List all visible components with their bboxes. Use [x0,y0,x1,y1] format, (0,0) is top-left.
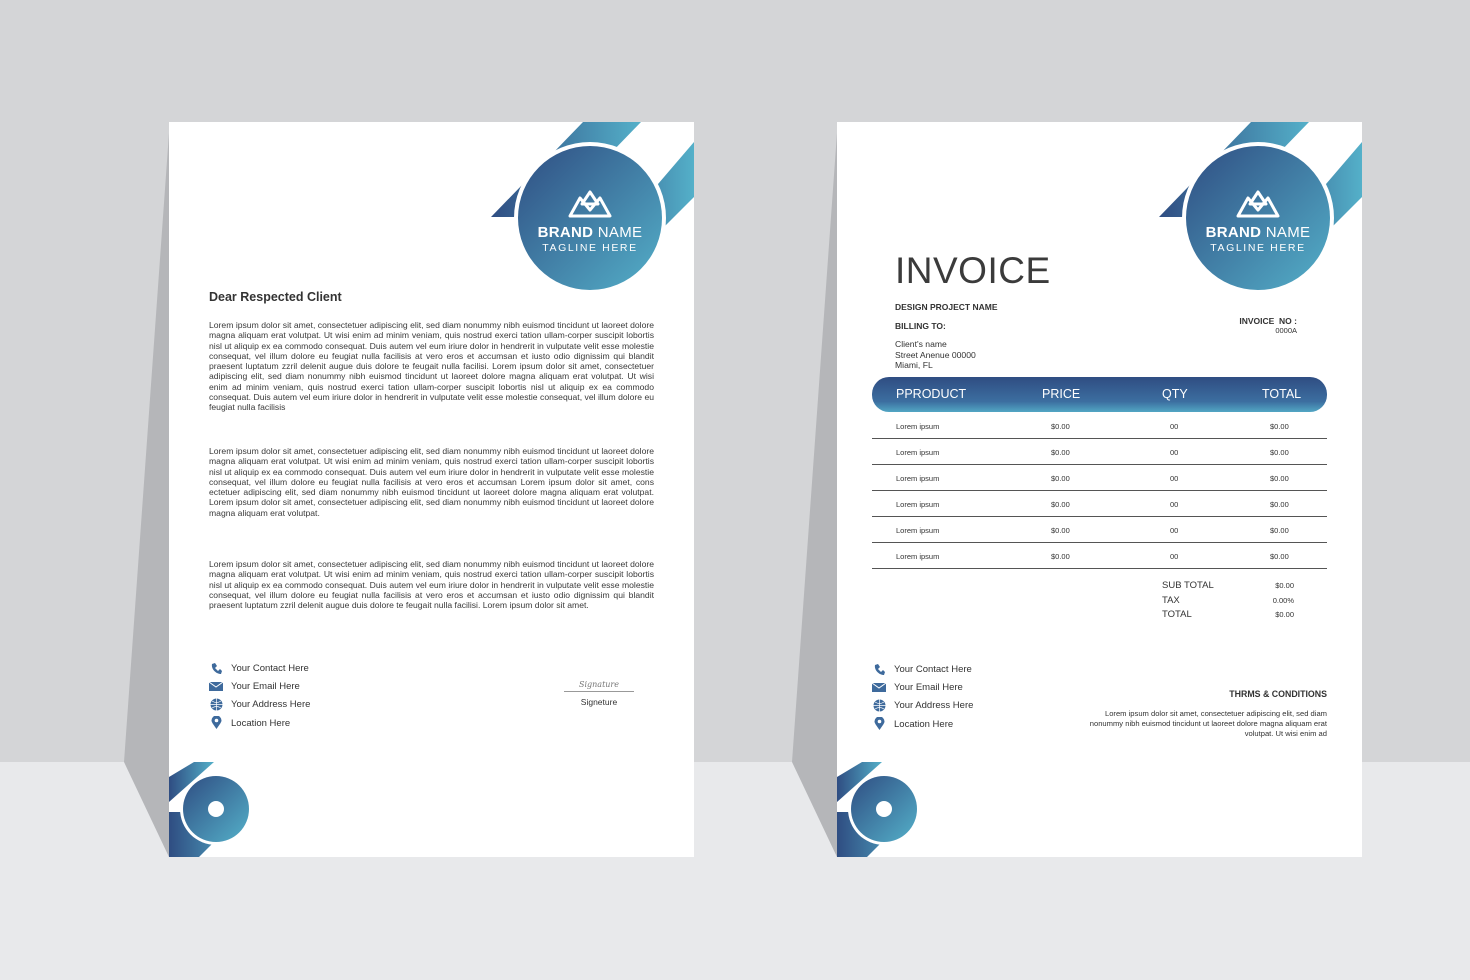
paragraph-3: Lorem ipsum dolor sit amet, consectetuer adipiscing elit, sed diam nonummy nibh euismod tincidunt ut laoreet dolore magna aliquam erat volutpat. Ut wisi enim ad minim veniam, quis nostrud exerci tation ullam-corper suscipit lobortis nisl ut aliquip ex ea commodo consequat. Duis autem vel eum iriure dolor in hendrerit in vulputate velit esse molestie consequat, vel illum dolore eu feugiat nulla facilisis at vero eros et accumsan et iusto odio dignissim qui blandit praesent luptatum zzril delenit augue duis dolore te feugait nulla facilisi. Lorem ipsum dolor sit amet. [209,559,654,611]
brand-name-rest: NAME [593,224,643,241]
totals-values [1247,579,1294,623]
table-row: Lorem ipsum $0.00 00 $0.00 [872,438,1327,465]
header-price: PRICE [1042,387,1081,401]
client-street: Street Anenue 00000 [895,349,976,360]
invoice-no-value: 0000A [1275,326,1297,335]
invoice-no-label: INVOICE NO : [1239,316,1297,326]
billing-to-label: BILLING TO: [895,321,946,331]
phone-icon [209,661,223,675]
email-icon [209,679,223,693]
contact-item-email: Your Email Here [209,677,310,695]
location-pin-icon [209,716,223,730]
brand-name-bold: BRAND [1205,224,1262,241]
client-info [895,339,976,371]
paragraph-1: Lorem ipsum dolor sit amet, consectetuer adipiscing elit, sed diam nonummy nibh euismod tincidunt ut laoreet dolore magna aliquam erat volutpat. Ut wisi enim ad minim veniam, quis nostrud exerci tation ullam-corper suscipit lobortis nisl ut aliquip ex ea commodo consequat. Duis autem vel eum iriure dolor in hendrerit in vulputate velit esse molestie consequat, vel illum dolore eu feugiat nulla facilisis at vero eros et accumsan et iusto odio dignissim qui blandit praesent luptatum zzril delenit augue duis dolore te feugait nulla facilisi. Lorem ipsum dolor sit amet, consectetuer adipiscing elit, sed diam nonummy nibh euismod tincidunt ut laoreet dolore magna aliquam erat volutpat. Ut wisi enim ad minim veniam, quis nostrud exerci tation ullam-corper suscipit lobortis nisl ut aliquip ex ea commodo consequat. Duis autem vel eum iriure dolor in hendrerit in vulputate velit esse molestie consequat, vel illum dolore eu feugiat nulla facilisis [209,320,654,413]
table-header [872,377,1327,412]
letterhead-page [169,122,694,857]
brand-name-bold: BRAND [537,224,594,241]
terms-text: Lorem ipsum dolor sit amet, consectetuer adipiscing elit, sed diam nonummy nibh euismod tincidunt ut laoreet dolore magna aliquam erat volutpat. Ut wisi enim ad [1089,709,1327,738]
contact-list [872,660,973,733]
brand-tagline: TAGLINE HERE [542,242,638,254]
phone-icon [872,662,886,676]
subtotal-label: SUB TOTAL [1162,580,1214,591]
totals-labels [1162,579,1214,623]
paragraph-2: Lorem ipsum dolor sit amet, consectetuer adipiscing elit, sed diam nonummy nibh euismod tincidunt ut laoreet dolore magna aliquam erat volutpat. Ut wisi enim ad minim veniam, quis nostrud exerci tation ullam-corper suscipit lobortis nisl ut aliquip ex ea commodo consequat. Duis autem vel eum iriure dolor in hendrerit in vulputate velit esse molestie consequat, vel illum dolore eu feugiat nulla facilisis at vero eros et accumsan Lorem ipsum dolor sit amet, cons ectetuer adipiscing elit, sed diam nonummy nibh euismod tincidunt ut laoreet dolore magna aliquam erat volutpat. Lorem ipsum dolor sit amet, consectetuer adipiscing elit, sed diam nonummy nibh euismod tincidunt ut laoreet dolore magna aliquam erat volutpat. [209,446,654,518]
contact-item-address: Your Address Here [209,696,310,714]
contact-item-phone: Your Contact Here [209,659,310,677]
globe-icon [209,698,223,712]
terms-heading: THRMS & CONDITIONS [1229,689,1327,699]
project-name: DESIGN PROJECT NAME [895,302,998,312]
contact-item-phone: Your Contact Here [872,660,973,678]
globe-icon [872,699,886,713]
contact-item-location: Location Here [872,715,973,733]
tax-value: 0.00% [1272,595,1294,605]
signature-label: Signeture [580,697,618,707]
contact-item-location: Location Here [209,714,310,732]
signature-block [564,680,634,707]
total-label: TOTAL [1162,609,1192,621]
contact-item-address: Your Address Here [872,697,973,715]
brand-name-rest: NAME [1261,224,1311,241]
brand-block [1183,224,1333,254]
header-total: TOTAL [1262,387,1302,401]
brand-block [515,224,665,254]
table-row: Lorem ipsum $0.00 00 $0.00 [872,412,1327,439]
table-row: Lorem ipsum $0.00 00 $0.00 [872,490,1327,517]
contact-item-email: Your Email Here [872,678,973,696]
invoice-title: INVOICE [895,250,1051,291]
client-city: Miami, FL [895,360,933,370]
header-qty: QTY [1162,387,1188,401]
client-name: Client's name [895,339,947,349]
total-value: $0.00 [1275,610,1294,620]
table-row: Lorem ipsum $0.00 00 $0.00 [872,464,1327,491]
table-row: Lorem ipsum $0.00 00 $0.00 [872,542,1327,569]
tax-label: TAX [1162,594,1180,606]
subtotal-value: $0.00 [1275,581,1294,590]
table-row: Lorem ipsum $0.00 00 $0.00 [872,516,1327,543]
greeting: Dear Respected Client [209,290,342,304]
signature-script: Signature [564,680,634,692]
location-pin-icon [872,717,886,731]
brand-tagline: TAGLINE HERE [1210,242,1306,254]
invoice-page [837,122,1362,857]
brand-logo-icon [566,186,614,218]
header-product: PPRODUCT [896,387,967,401]
brand-logo-icon [1234,186,1282,218]
contact-list [209,659,310,732]
email-icon [872,680,886,694]
